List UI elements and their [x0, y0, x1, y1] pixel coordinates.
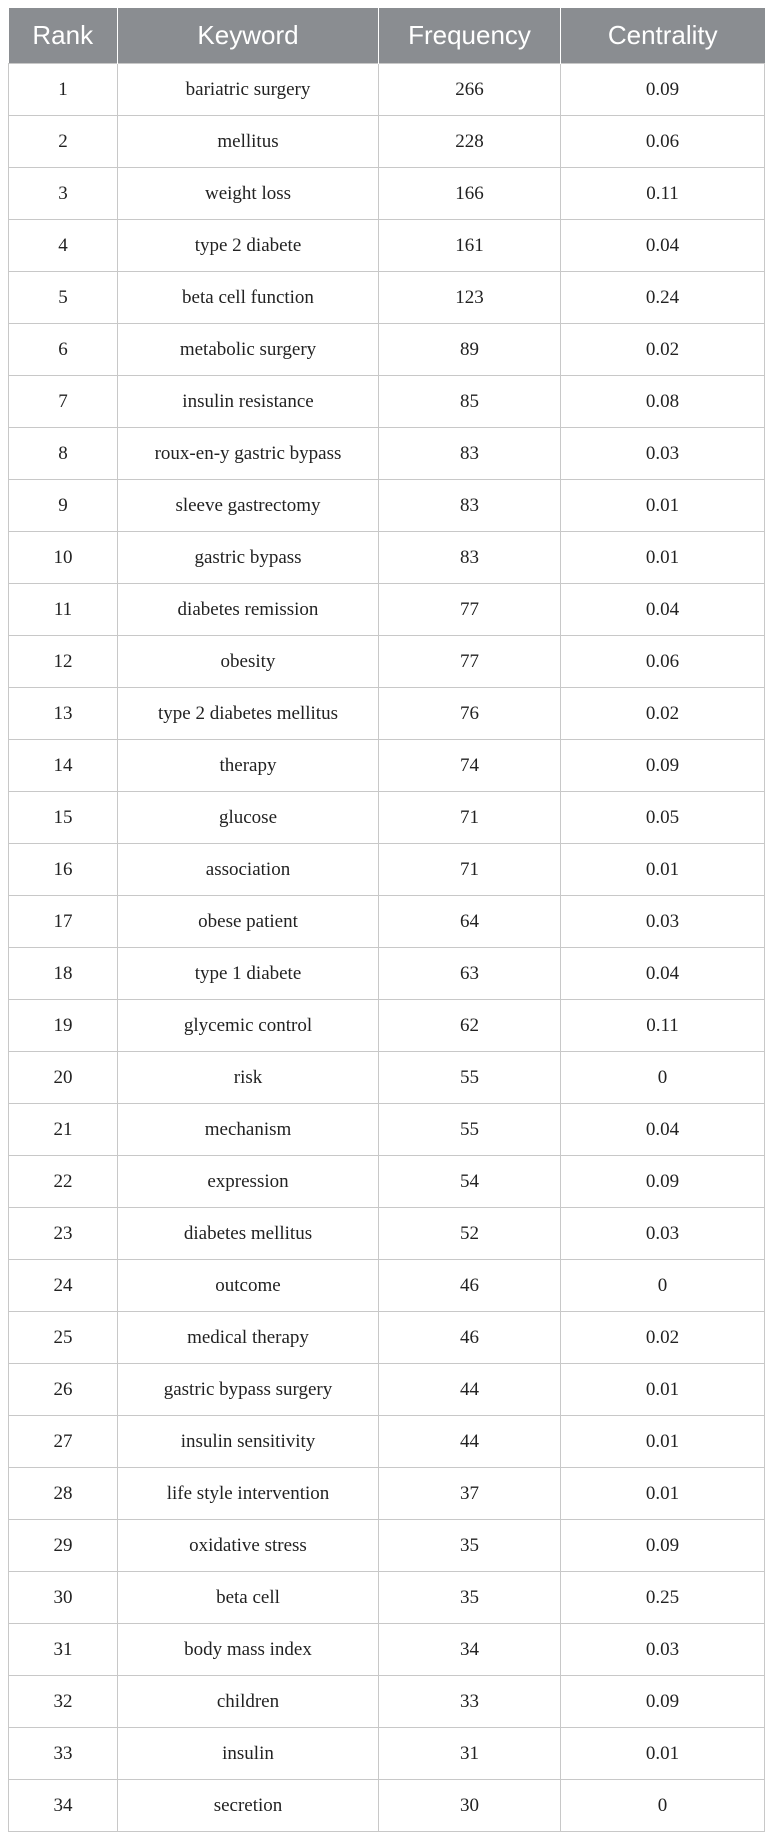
table-row	[9, 948, 765, 1000]
cell-rank: 3	[9, 168, 118, 220]
cell-frequency: 85	[379, 376, 561, 428]
table-row	[9, 1416, 765, 1468]
cell-keyword: metabolic surgery	[118, 324, 379, 376]
cell-frequency: 37	[379, 1468, 561, 1520]
cell-keyword: diabetes remission	[118, 584, 379, 636]
cell-centrality: 0.03	[561, 896, 765, 948]
cell-keyword: weight loss	[118, 168, 379, 220]
cell-frequency: 31	[379, 1728, 561, 1780]
cell-rank: 12	[9, 636, 118, 688]
table-row	[9, 792, 765, 844]
cell-rank: 28	[9, 1468, 118, 1520]
cell-rank: 5	[9, 272, 118, 324]
cell-keyword: glycemic control	[118, 1000, 379, 1052]
cell-rank: 34	[9, 1780, 118, 1832]
cell-rank: 9	[9, 480, 118, 532]
cell-centrality: 0.09	[561, 1520, 765, 1572]
table-row	[9, 1260, 765, 1312]
cell-rank: 14	[9, 740, 118, 792]
table-row	[9, 1728, 765, 1780]
header-row	[9, 8, 765, 64]
cell-centrality: 0.11	[561, 168, 765, 220]
cell-rank: 10	[9, 532, 118, 584]
table-row	[9, 1520, 765, 1572]
cell-frequency: 71	[379, 844, 561, 896]
cell-rank: 22	[9, 1156, 118, 1208]
cell-rank: 18	[9, 948, 118, 1000]
cell-rank: 1	[9, 64, 118, 116]
cell-frequency: 83	[379, 532, 561, 584]
cell-keyword: obese patient	[118, 896, 379, 948]
cell-centrality: 0.09	[561, 1676, 765, 1728]
cell-keyword: therapy	[118, 740, 379, 792]
cell-keyword: secretion	[118, 1780, 379, 1832]
cell-keyword: glucose	[118, 792, 379, 844]
cell-frequency: 34	[379, 1624, 561, 1676]
cell-rank: 31	[9, 1624, 118, 1676]
cell-keyword: insulin	[118, 1728, 379, 1780]
table-row	[9, 844, 765, 896]
table-row	[9, 1312, 765, 1364]
cell-frequency: 64	[379, 896, 561, 948]
cell-keyword: risk	[118, 1052, 379, 1104]
cell-keyword: beta cell function	[118, 272, 379, 324]
table-row	[9, 636, 765, 688]
cell-keyword: mellitus	[118, 116, 379, 168]
cell-centrality: 0.09	[561, 1156, 765, 1208]
cell-keyword: oxidative stress	[118, 1520, 379, 1572]
cell-centrality: 0.01	[561, 1416, 765, 1468]
cell-frequency: 46	[379, 1312, 561, 1364]
cell-rank: 23	[9, 1208, 118, 1260]
cell-frequency: 33	[379, 1676, 561, 1728]
cell-keyword: type 2 diabete	[118, 220, 379, 272]
cell-rank: 4	[9, 220, 118, 272]
cell-keyword: gastric bypass surgery	[118, 1364, 379, 1416]
cell-centrality: 0.04	[561, 948, 765, 1000]
cell-frequency: 74	[379, 740, 561, 792]
cell-rank: 32	[9, 1676, 118, 1728]
cell-rank: 27	[9, 1416, 118, 1468]
cell-keyword: diabetes mellitus	[118, 1208, 379, 1260]
cell-frequency: 266	[379, 64, 561, 116]
cell-frequency: 46	[379, 1260, 561, 1312]
cell-rank: 6	[9, 324, 118, 376]
cell-keyword: obesity	[118, 636, 379, 688]
table-row	[9, 376, 765, 428]
table-row	[9, 480, 765, 532]
cell-centrality: 0.02	[561, 324, 765, 376]
table-row	[9, 428, 765, 480]
cell-centrality: 0.04	[561, 584, 765, 636]
cell-keyword: expression	[118, 1156, 379, 1208]
cell-keyword: mechanism	[118, 1104, 379, 1156]
table-row	[9, 740, 765, 792]
cell-frequency: 83	[379, 480, 561, 532]
cell-rank: 21	[9, 1104, 118, 1156]
cell-centrality: 0.06	[561, 116, 765, 168]
cell-rank: 29	[9, 1520, 118, 1572]
cell-centrality: 0.01	[561, 480, 765, 532]
cell-centrality: 0	[561, 1260, 765, 1312]
header-rank: Rank	[9, 8, 118, 64]
table-row	[9, 1208, 765, 1260]
cell-centrality: 0.25	[561, 1572, 765, 1624]
cell-centrality: 0.01	[561, 1468, 765, 1520]
cell-centrality: 0.01	[561, 1364, 765, 1416]
table-row	[9, 220, 765, 272]
cell-keyword: beta cell	[118, 1572, 379, 1624]
table-row	[9, 324, 765, 376]
cell-rank: 25	[9, 1312, 118, 1364]
cell-frequency: 44	[379, 1416, 561, 1468]
cell-keyword: association	[118, 844, 379, 896]
cell-frequency: 30	[379, 1780, 561, 1832]
cell-centrality: 0.03	[561, 1624, 765, 1676]
table-body	[9, 64, 765, 1832]
cell-centrality: 0.06	[561, 636, 765, 688]
cell-frequency: 44	[379, 1364, 561, 1416]
cell-centrality: 0.01	[561, 844, 765, 896]
table-row	[9, 532, 765, 584]
cell-frequency: 62	[379, 1000, 561, 1052]
cell-frequency: 71	[379, 792, 561, 844]
cell-rank: 8	[9, 428, 118, 480]
cell-keyword: bariatric surgery	[118, 64, 379, 116]
cell-keyword: type 1 diabete	[118, 948, 379, 1000]
cell-frequency: 35	[379, 1520, 561, 1572]
table-row	[9, 1572, 765, 1624]
cell-keyword: body mass index	[118, 1624, 379, 1676]
cell-frequency: 55	[379, 1052, 561, 1104]
cell-keyword: roux-en-y gastric bypass	[118, 428, 379, 480]
cell-frequency: 89	[379, 324, 561, 376]
cell-keyword: gastric bypass	[118, 532, 379, 584]
cell-keyword: insulin sensitivity	[118, 1416, 379, 1468]
cell-centrality: 0.08	[561, 376, 765, 428]
table-row	[9, 1052, 765, 1104]
cell-frequency: 123	[379, 272, 561, 324]
cell-rank: 7	[9, 376, 118, 428]
table-row	[9, 584, 765, 636]
cell-frequency: 52	[379, 1208, 561, 1260]
header-frequency: Frequency	[379, 8, 561, 64]
cell-frequency: 55	[379, 1104, 561, 1156]
table-row	[9, 1468, 765, 1520]
cell-centrality: 0.02	[561, 688, 765, 740]
cell-centrality: 0	[561, 1780, 765, 1832]
cell-centrality: 0.01	[561, 532, 765, 584]
cell-rank: 11	[9, 584, 118, 636]
cell-centrality: 0.02	[561, 1312, 765, 1364]
table-row	[9, 64, 765, 116]
cell-centrality: 0.03	[561, 428, 765, 480]
cell-frequency: 35	[379, 1572, 561, 1624]
cell-rank: 33	[9, 1728, 118, 1780]
table-header	[9, 8, 765, 64]
table-row	[9, 1624, 765, 1676]
cell-centrality: 0.09	[561, 740, 765, 792]
cell-rank: 20	[9, 1052, 118, 1104]
table-row	[9, 1104, 765, 1156]
cell-frequency: 76	[379, 688, 561, 740]
table-row	[9, 272, 765, 324]
cell-centrality: 0.24	[561, 272, 765, 324]
keyword-table-container	[8, 8, 764, 1832]
cell-frequency: 166	[379, 168, 561, 220]
cell-frequency: 228	[379, 116, 561, 168]
table-row	[9, 1364, 765, 1416]
cell-frequency: 54	[379, 1156, 561, 1208]
cell-keyword: insulin resistance	[118, 376, 379, 428]
cell-keyword: type 2 diabetes mellitus	[118, 688, 379, 740]
cell-rank: 2	[9, 116, 118, 168]
cell-rank: 16	[9, 844, 118, 896]
table-row	[9, 168, 765, 220]
table-row	[9, 1676, 765, 1728]
table-row	[9, 896, 765, 948]
cell-keyword: sleeve gastrectomy	[118, 480, 379, 532]
cell-frequency: 83	[379, 428, 561, 480]
table-row	[9, 1000, 765, 1052]
cell-frequency: 161	[379, 220, 561, 272]
cell-rank: 13	[9, 688, 118, 740]
table-row	[9, 688, 765, 740]
cell-centrality: 0.04	[561, 220, 765, 272]
cell-centrality: 0.03	[561, 1208, 765, 1260]
cell-keyword: outcome	[118, 1260, 379, 1312]
table-row	[9, 1780, 765, 1832]
cell-frequency: 77	[379, 584, 561, 636]
cell-centrality: 0	[561, 1052, 765, 1104]
cell-centrality: 0.11	[561, 1000, 765, 1052]
header-keyword: Keyword	[118, 8, 379, 64]
cell-centrality: 0.04	[561, 1104, 765, 1156]
cell-rank: 30	[9, 1572, 118, 1624]
cell-rank: 26	[9, 1364, 118, 1416]
cell-rank: 15	[9, 792, 118, 844]
cell-centrality: 0.01	[561, 1728, 765, 1780]
table-row	[9, 116, 765, 168]
cell-frequency: 77	[379, 636, 561, 688]
cell-rank: 24	[9, 1260, 118, 1312]
cell-centrality: 0.05	[561, 792, 765, 844]
keyword-table	[8, 8, 765, 1832]
cell-rank: 17	[9, 896, 118, 948]
header-centrality: Centrality	[561, 8, 765, 64]
cell-frequency: 63	[379, 948, 561, 1000]
cell-keyword: children	[118, 1676, 379, 1728]
table-row	[9, 1156, 765, 1208]
cell-keyword: medical therapy	[118, 1312, 379, 1364]
cell-keyword: life style intervention	[118, 1468, 379, 1520]
cell-centrality: 0.09	[561, 64, 765, 116]
cell-rank: 19	[9, 1000, 118, 1052]
